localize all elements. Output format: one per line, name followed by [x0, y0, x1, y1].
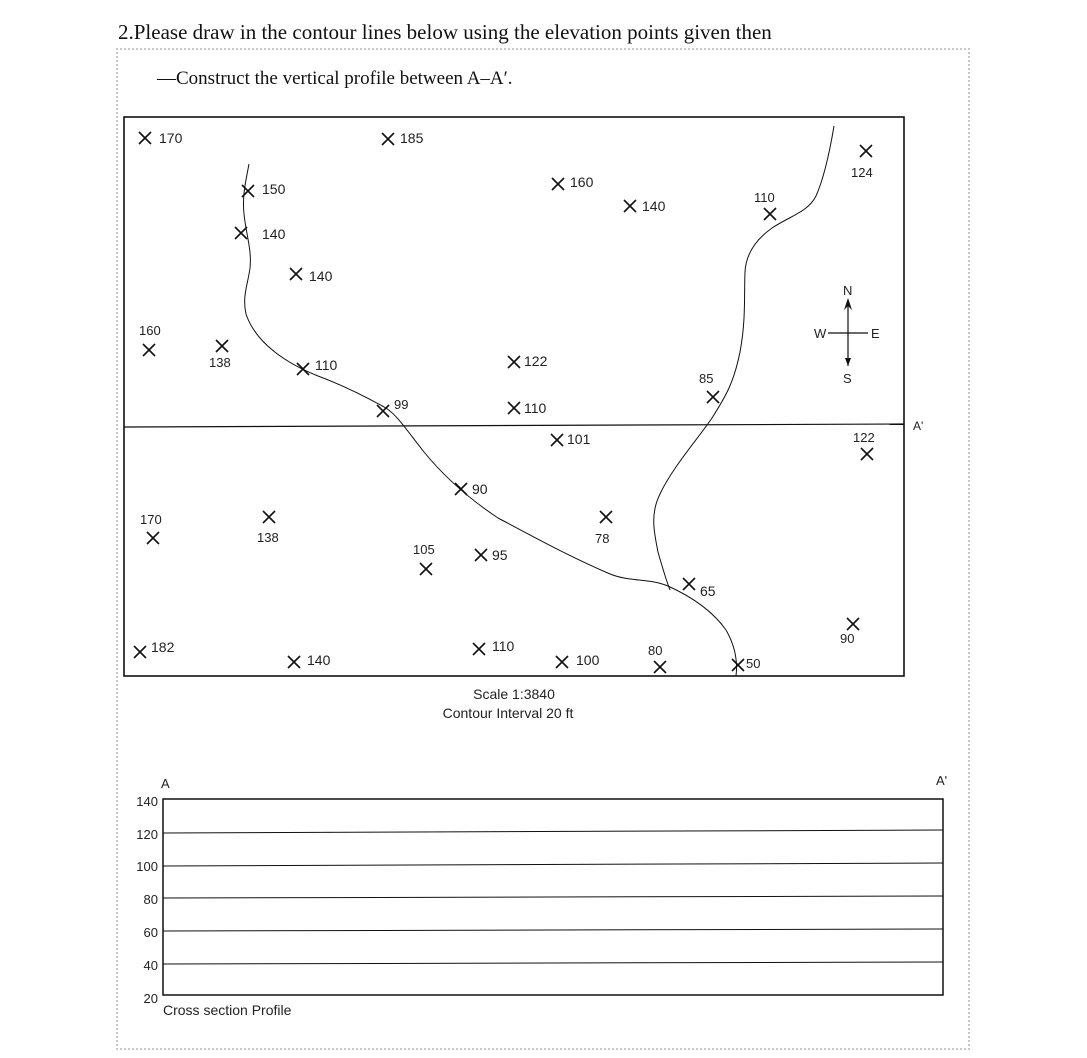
elevation-point [551, 431, 591, 447]
elevation-point [624, 198, 666, 214]
elevation-points [134, 130, 875, 673]
profile-y-tick: 40 [143, 958, 158, 973]
elevation-point [851, 145, 873, 180]
question-title: 2.Please draw in the contour lines below using the elevation points given then [118, 20, 772, 44]
elevation-point [648, 643, 666, 673]
elevation-point [840, 618, 859, 646]
elevation-point [257, 511, 279, 545]
elevation-point [139, 323, 161, 356]
section-line-a-a-prime [124, 424, 904, 427]
profile-caption: Cross section Profile [163, 1002, 292, 1018]
svg-text:105: 105 [413, 542, 435, 557]
svg-text:110: 110 [754, 190, 775, 205]
svg-text:99: 99 [394, 397, 409, 412]
svg-text:78: 78 [595, 531, 610, 546]
svg-text:140: 140 [307, 652, 331, 668]
svg-text:90: 90 [472, 481, 488, 497]
svg-text:85: 85 [699, 371, 714, 386]
elevation-point [455, 481, 488, 497]
profile-y-tick: 120 [136, 827, 158, 842]
elevation-point [473, 638, 515, 655]
profile-gridline [163, 830, 943, 833]
svg-text:90: 90 [840, 631, 855, 646]
svg-text:185: 185 [400, 130, 424, 146]
svg-text:160: 160 [139, 323, 161, 338]
svg-text:100: 100 [576, 652, 600, 668]
svg-text:110: 110 [315, 357, 338, 373]
contour-interval-text: Contour Interval 20 ft [442, 705, 574, 721]
svg-text:110: 110 [492, 638, 515, 654]
compass-south: S [843, 371, 852, 386]
elevation-point [288, 652, 331, 668]
svg-text:95: 95 [492, 547, 508, 563]
elevation-point [508, 353, 548, 369]
map-border [124, 117, 904, 676]
profile-y-tick: 100 [136, 859, 158, 874]
elevation-point [699, 371, 719, 403]
svg-text:170: 170 [140, 512, 162, 527]
svg-text:140: 140 [642, 198, 666, 214]
svg-text:150: 150 [262, 181, 286, 197]
elevation-point [134, 639, 175, 658]
elevation-point [556, 652, 600, 668]
profile-start-label: A [161, 776, 170, 791]
elevation-point [242, 181, 286, 197]
elevation-point [853, 430, 875, 460]
profile-gridline [163, 929, 943, 931]
compass-rose-icon [814, 283, 880, 386]
elevation-point [475, 547, 508, 563]
elevation-point [235, 226, 286, 242]
profile-gridline [163, 962, 943, 964]
scale-text: Scale 1:3840 [473, 686, 555, 702]
svg-text:182: 182 [151, 639, 175, 655]
elevation-point [297, 357, 338, 375]
svg-text:138: 138 [209, 355, 231, 370]
profile-end-label: A' [936, 773, 948, 788]
svg-text:110: 110 [524, 400, 547, 416]
question-subtitle: —Construct the vertical profile between A–A′. [157, 68, 513, 89]
elevation-point [508, 400, 547, 416]
elevation-point [552, 174, 594, 190]
svg-text:170: 170 [159, 130, 183, 146]
svg-text:122: 122 [853, 430, 875, 445]
profile-gridline [163, 896, 943, 898]
section-end-label: A' [913, 419, 924, 433]
elevation-point [413, 542, 435, 575]
compass-east: E [871, 326, 880, 341]
svg-text:140: 140 [262, 226, 286, 242]
stream-main [243, 164, 736, 676]
elevation-point [139, 130, 183, 146]
profile-y-tick: 20 [143, 991, 158, 1006]
svg-text:138: 138 [257, 530, 279, 545]
profile-gridline [163, 863, 943, 866]
compass-north: N [843, 283, 853, 298]
svg-text:124: 124 [851, 165, 873, 180]
svg-text:80: 80 [648, 643, 663, 658]
svg-text:140: 140 [309, 268, 333, 284]
elevation-point [140, 512, 162, 544]
elevation-point [382, 130, 424, 146]
svg-text:160: 160 [570, 174, 594, 190]
profile-y-tick: 140 [136, 794, 158, 809]
profile-y-tick: 80 [143, 892, 158, 907]
svg-text:122: 122 [524, 353, 548, 369]
svg-text:101: 101 [567, 431, 591, 447]
profile-chart [136, 773, 947, 1018]
svg-text:65: 65 [700, 583, 716, 599]
stream-tributary [654, 126, 834, 590]
elevation-point [209, 340, 231, 370]
elevation-point [754, 190, 776, 220]
elevation-point [290, 268, 333, 284]
elevation-point [595, 511, 612, 546]
compass-west: W [814, 326, 827, 341]
profile-y-tick: 60 [143, 925, 158, 940]
svg-text:50: 50 [746, 656, 761, 671]
